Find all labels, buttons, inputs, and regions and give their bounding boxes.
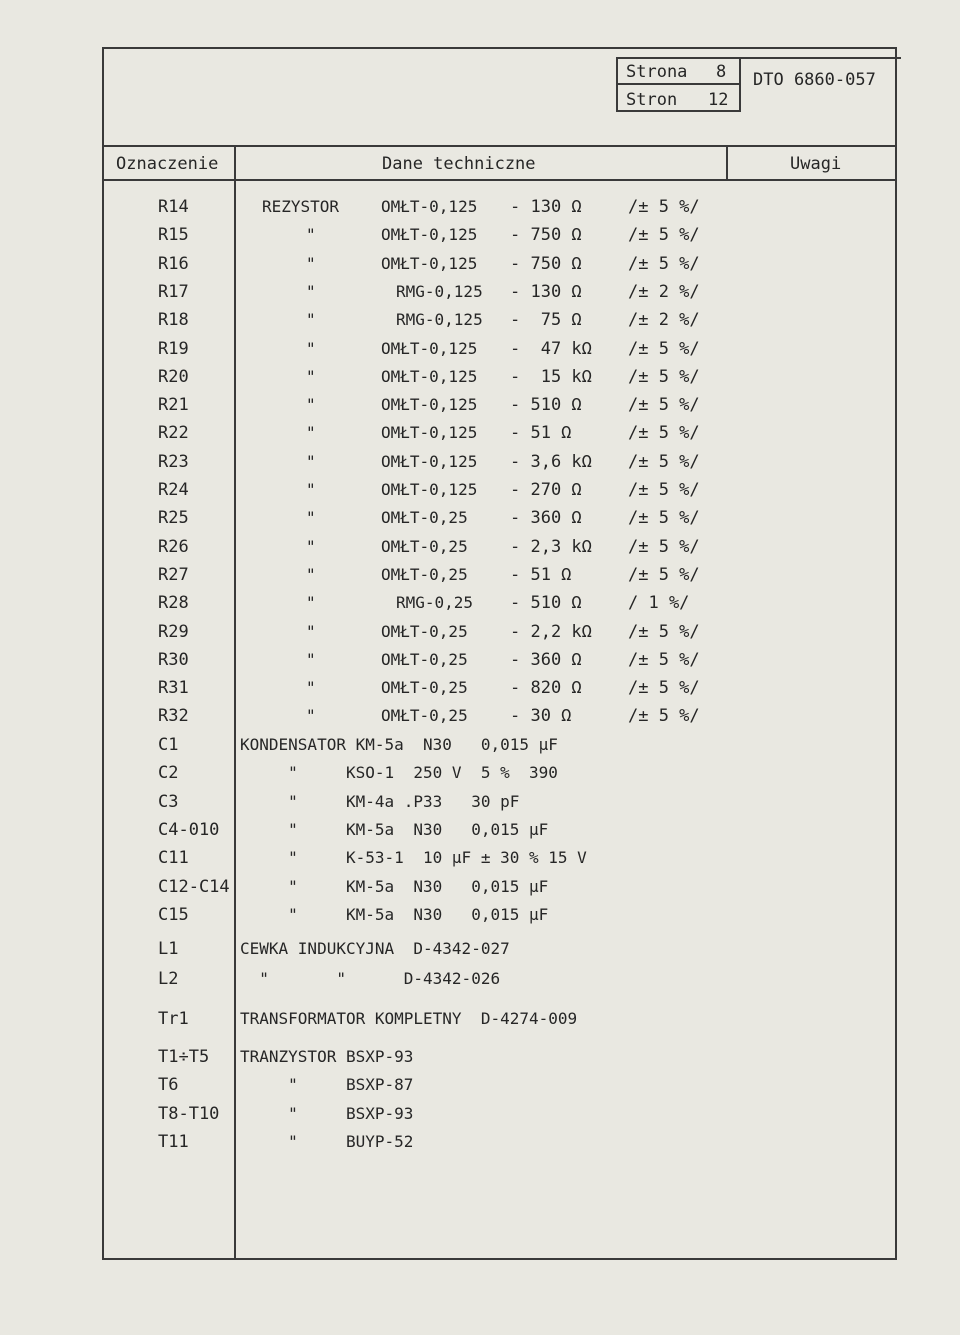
row-designator: T11 <box>158 1132 189 1152</box>
row-designator: R27 <box>158 565 189 585</box>
row-designator: R23 <box>158 452 189 472</box>
column-header-bottom <box>104 179 897 181</box>
row-type: " <box>306 282 316 301</box>
row-tolerance: /± 5 %/ <box>628 678 700 698</box>
row-description: TRANZYSTOR BSXP-93 <box>240 1047 414 1066</box>
row-type: " <box>306 706 316 725</box>
row-designator: L2 <box>158 969 179 989</box>
row-designator: L1 <box>158 939 179 959</box>
row-value: - 270 Ω <box>510 480 582 500</box>
row-designator: T6 <box>158 1075 179 1095</box>
strona-label: Strona <box>626 62 688 82</box>
row-type: " <box>306 650 316 669</box>
row-tolerance: /± 5 %/ <box>628 225 700 245</box>
row-value: - 30 Ω <box>510 706 572 726</box>
row-value: - 130 Ω <box>510 197 582 217</box>
row-type: " <box>306 593 316 612</box>
row-type: " <box>306 508 316 527</box>
row-description: OMŁT-0,25 <box>381 706 468 725</box>
row-description: " KM-4a .P33 30 pF <box>240 792 520 811</box>
row-value: - 51 Ω <box>510 423 572 443</box>
row-value: - 2,2 kΩ <box>510 622 592 642</box>
row-designator: R29 <box>158 622 189 642</box>
row-description: OMŁT-0,125 <box>381 367 478 386</box>
row-type: " <box>306 452 316 471</box>
row-designator: T1÷T5 <box>158 1047 210 1067</box>
row-description: CEWKA INDUKCYJNA D-4342-027 <box>240 939 510 958</box>
row-tolerance: /± 5 %/ <box>628 395 700 415</box>
row-tolerance: /± 2 %/ <box>628 282 700 302</box>
row-description: " KM-5a N30 0,015 μF <box>240 877 549 896</box>
header-bottom-line <box>616 110 741 112</box>
row-description: " BSXP-93 <box>240 1104 414 1123</box>
stron-label: Stron <box>626 90 678 110</box>
row-designator: R22 <box>158 423 189 443</box>
row-description: OMŁT-0,125 <box>381 339 478 358</box>
row-description: OMŁT-0,25 <box>381 508 468 527</box>
row-description: " " D-4342-026 <box>240 969 501 988</box>
row-tolerance: /± 5 %/ <box>628 622 700 642</box>
row-description: " KM-5a N30 0,015 μF <box>240 820 549 839</box>
row-tolerance: /± 5 %/ <box>628 537 700 557</box>
row-designator: R19 <box>158 339 189 359</box>
row-designator: R31 <box>158 678 189 698</box>
row-value: - 15 kΩ <box>510 367 592 387</box>
row-description: OMŁT-0,25 <box>381 650 468 669</box>
row-type: " <box>306 339 316 358</box>
row-type: " <box>306 367 316 386</box>
row-designator: R18 <box>158 310 189 330</box>
row-designator: R14 <box>158 197 189 217</box>
row-type: " <box>306 480 316 499</box>
row-description: RMG-0,125 <box>396 282 483 301</box>
row-type: " <box>306 310 316 329</box>
row-designator: C1 <box>158 735 179 755</box>
row-description: OMŁT-0,125 <box>381 452 478 471</box>
row-description: OMŁT-0,125 <box>381 225 478 244</box>
row-description: OMŁT-0,125 <box>381 480 478 499</box>
row-description: " BSXP-87 <box>240 1075 414 1094</box>
row-description: RMG-0,125 <box>396 310 483 329</box>
row-description: RMG-0,25 <box>396 593 474 612</box>
row-tolerance: /± 5 %/ <box>628 197 700 217</box>
header-top-line <box>616 57 901 59</box>
row-description: OMŁT-0,25 <box>381 622 468 641</box>
row-designator: Tr1 <box>158 1009 189 1029</box>
row-description: " K-53-1 10 μF ± 30 % 15 V <box>240 848 587 867</box>
row-value: - 510 Ω <box>510 593 582 613</box>
row-tolerance: /± 5 %/ <box>628 565 700 585</box>
row-type: " <box>306 622 316 641</box>
row-tolerance: /± 5 %/ <box>628 254 700 274</box>
row-designator: R24 <box>158 480 189 500</box>
row-designator: R30 <box>158 650 189 670</box>
row-designator: R32 <box>158 706 189 726</box>
row-type: " <box>306 565 316 584</box>
row-type: " <box>306 395 316 414</box>
row-designator: R17 <box>158 282 189 302</box>
header-mid-line <box>616 83 741 85</box>
row-designator: R25 <box>158 508 189 528</box>
row-tolerance: /± 5 %/ <box>628 452 700 472</box>
row-description: TRANSFORMATOR KOMPLETNY D-4274-009 <box>240 1009 578 1028</box>
row-value: - 75 Ω <box>510 310 582 330</box>
column-dane-techniczne: Dane techniczne <box>382 154 536 174</box>
row-designator: R28 <box>158 593 189 613</box>
row-description: OMŁT-0,125 <box>381 395 478 414</box>
row-value: - 750 Ω <box>510 254 582 274</box>
row-value: - 510 Ω <box>510 395 582 415</box>
row-type: " <box>306 423 316 442</box>
row-description: " KSO-1 250 V 5 % 390 <box>240 763 558 782</box>
column-divider-2 <box>726 145 728 181</box>
row-type: REZYSTOR <box>262 197 340 216</box>
row-description: OMŁT-0,25 <box>381 537 468 556</box>
row-description: OMŁT-0,25 <box>381 678 468 697</box>
row-designator: R20 <box>158 367 189 387</box>
row-designator: R16 <box>158 254 189 274</box>
row-designator: C4-010 <box>158 820 220 840</box>
column-uwagi: Uwagi <box>790 154 842 174</box>
row-tolerance: /± 5 %/ <box>628 706 700 726</box>
row-tolerance: /± 5 %/ <box>628 650 700 670</box>
row-description: OMŁT-0,25 <box>381 565 468 584</box>
row-designator: R15 <box>158 225 189 245</box>
row-value: - 47 kΩ <box>510 339 592 359</box>
row-tolerance: /± 5 %/ <box>628 480 700 500</box>
row-type: " <box>306 678 316 697</box>
row-designator: T8-T10 <box>158 1104 220 1124</box>
row-designator: R26 <box>158 537 189 557</box>
row-designator: C11 <box>158 848 189 868</box>
row-tolerance: / 1 %/ <box>628 593 690 613</box>
row-value: - 51 Ω <box>510 565 572 585</box>
row-description: OMŁT-0,125 <box>381 197 478 216</box>
row-value: - 3,6 kΩ <box>510 452 592 472</box>
row-description: OMŁT-0,125 <box>381 423 478 442</box>
document-sheet <box>102 47 897 1260</box>
row-description: " KM-5a N30 0,015 μF <box>240 905 549 924</box>
row-value: - 2,3 kΩ <box>510 537 592 557</box>
column-divider-1 <box>234 145 236 1260</box>
strona-value: 8 <box>716 62 727 82</box>
column-header-top <box>104 145 897 147</box>
row-designator: C3 <box>158 792 179 812</box>
row-description: " BUYP-52 <box>240 1132 414 1151</box>
row-tolerance: /± 5 %/ <box>628 508 700 528</box>
row-tolerance: /± 5 %/ <box>628 339 700 359</box>
row-designator: R21 <box>158 395 189 415</box>
row-type: " <box>306 225 316 244</box>
row-designator: C2 <box>158 763 179 783</box>
row-description: KONDENSATOR KM-5a N30 0,015 μF <box>240 735 558 754</box>
stron-value: 12 <box>708 90 729 110</box>
row-type: " <box>306 537 316 556</box>
row-value: - 750 Ω <box>510 225 582 245</box>
row-description: OMŁT-0,125 <box>381 254 478 273</box>
row-designator: C15 <box>158 905 189 925</box>
doc-number: DTO 6860-057 <box>753 70 876 90</box>
row-type: " <box>306 254 316 273</box>
row-tolerance: /± 5 %/ <box>628 423 700 443</box>
row-designator: C12-C14 <box>158 877 230 897</box>
row-value: - 360 Ω <box>510 650 582 670</box>
column-oznaczenie: Oznaczenie <box>116 154 219 174</box>
row-value: - 360 Ω <box>510 508 582 528</box>
row-value: - 820 Ω <box>510 678 582 698</box>
row-tolerance: /± 5 %/ <box>628 367 700 387</box>
row-tolerance: /± 2 %/ <box>628 310 700 330</box>
row-value: - 130 Ω <box>510 282 582 302</box>
